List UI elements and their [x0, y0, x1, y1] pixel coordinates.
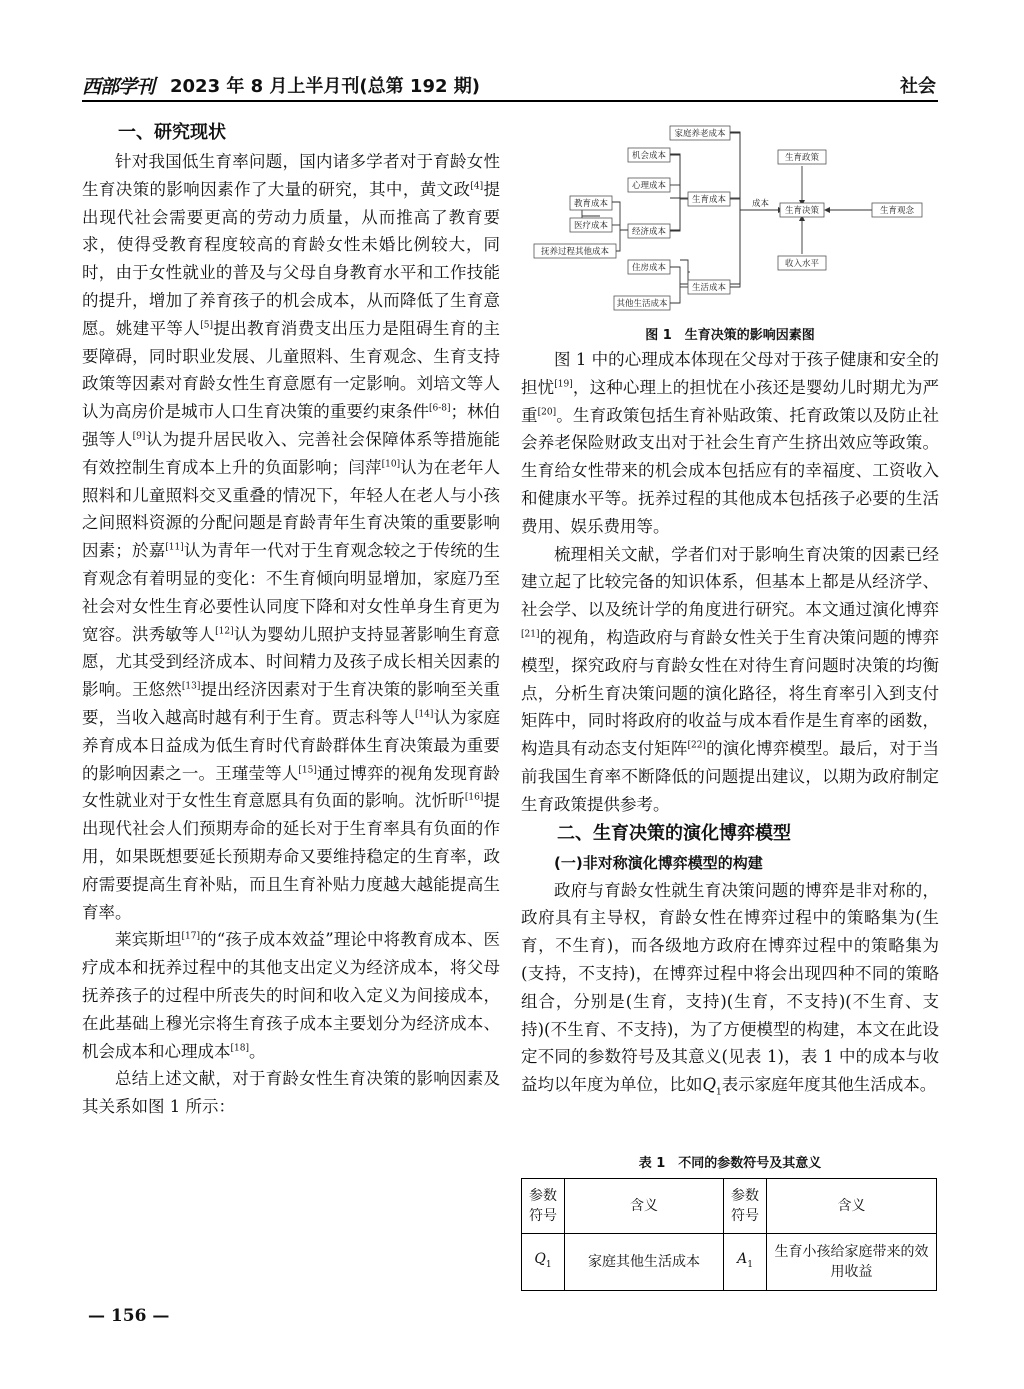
node-fertility-concept: 生育观念: [879, 206, 915, 216]
subsection-heading: (一)非对称演化博弈模型的构建: [554, 853, 763, 872]
node-other-living-cost: 其他生活成本: [616, 299, 668, 309]
influence-factor-diagram: [530, 118, 940, 324]
node-housing-cost: 住房成本: [631, 263, 667, 273]
header-meaning: 含义: [565, 1179, 724, 1234]
page-number: — 156 —: [88, 1306, 170, 1326]
table-caption: 表 1 不同的参数符号及其意义: [638, 1156, 822, 1171]
paragraph: 梳理相关文献，学者们对于影响生育决策的因素已经建立起了比较完备的知识体系，但基本上都是从经济学、社会学、以及统计学的角度进行研究。本文通过演化博弈[21]的视角，构造政府与育龄女性关于生育决策问题的博弈模型，探究政府与育龄女性在对待生育问题时决策的均衡点，分析生育决策问题的演化路径，将生育率引入到支付矩阵中，同时将政府的收益与成本看作是生育率的函数，构造具有动态支付矩阵[22]的演化博弈模型。最后，对于当前我国生育率不断降低的问题提出建议，以期为政府制定生育政策提供参考。: [521, 544, 940, 814]
node-medical-cost: 医疗成本: [573, 221, 609, 231]
table-row: [522, 1234, 937, 1291]
paragraph: 莱宾斯坦[17]的“孩子成本效益”理论中将教育成本、医疗成本和抚养过程中的其他支出定义为经济成本，将父母抚养孩子的过程中所丧失的时间和收入定义为间接成本，在此基础上穆光宗将生育孩子成本主要划分为经济成本、机会成本和心理成本[18]。: [82, 930, 500, 1061]
paragraph: 针对我国低生育率问题，国内诸多学者对于育龄女性生育决策的影响因素作了大量的研究，其中，黄文政[4]提出现代社会需要更高的劳动力质量，从而推高了教育要求，使得受教育程度较高的育龄女性未婚比例较大，同时，由于女性就业的普及与父母自身教育水平和工作技能的提升，增加了养育孩子的机会成本，从而降低了生育意愿。姚建平等人[5]提出教育消费支出压力是阻碍生育的主要障碍，同时职业发展、儿童照料、生育观念、生育支持政策等因素对育龄女性生育意愿有一定影响。刘培文等人认为高房价是城市人口生育决策的重要约束条件[6-8]；林伯强等人[9]认为提升居民收入、完善社会保障体系等措施能有效控制生育成本上升的负面影响；闫萍[10]认为在老年人照料和儿童照料交叉重叠的情况下，年轻人在老人与小孩之间照料资源的分配问题是育龄青年生育决策的重要影响因素；於嘉[11]认为青年一代对于生育观念较之于传统的生育观念有着明显的变化：不生育倾向明显增加，家庭乃至社会对女性生育必要性认同度下降和对女性单身生育更为宽容。洪秀敏等人[12]认为婴幼儿照护支持显著影响生育意愿，尤其受到经济成本、时间精力及孩子成长相关因素的影响。王悠然[13]提出经济因素对于生育决策的影响至关重要，当收入越高时越有利于生育。贾志科等人[14]认为家庭养育成本日益成为低生育时代育龄群体生育决策最为重要的影响因素之一。王瑾莹等人[15]通过博弈的视角发现育龄女性就业对于女性生育意愿具有负面的影响。沈忻昕[16]提出现代社会人们预期寿命的延长对于生育率具有负面的作用，如果既想要延长预期寿命又要维持稳定的生育率，政府需要提高生育补贴，而且生育补贴力度越大越能提高生育率。: [82, 152, 501, 922]
parameter-table: [521, 1178, 937, 1291]
paragraph: 政府与育龄女性就生育决策问题的博弈是非对称的，政府具有主导权，育龄女性在博弈过程中的策略集为(生育，不生育)，而各级地方政府在博弈过程中的策略集为(支持，不支持)，在博弈过程中将会出现四种不同的策略组合，分别是(生育，支持)(生育，不支持)(不生育、支持)(不生育、不支持)，为了方便模型的构建，本文在此设定不同的参数符号及其意义(见表 1)，表 1 中的成本与收益均以年度为单位，比如$Q_1$表示家庭年度其他生活成本。: [521, 880, 939, 1098]
node-opportunity-cost: 机会成本: [631, 151, 667, 161]
running-header: [82, 62, 938, 102]
node-income-level: 收入水平: [784, 259, 820, 269]
header-meaning-2: 含义: [767, 1179, 937, 1234]
node-psychological-cost: 心理成本: [631, 181, 667, 191]
table-header-row: [522, 1179, 937, 1234]
section-heading-1: 一、研究现状: [118, 122, 226, 143]
node-education-cost: 教育成本: [573, 199, 609, 209]
node-family-elderly-care-cost: 家庭养老成本: [674, 129, 726, 139]
node-living-cost: 生活成本: [691, 283, 727, 293]
header-symbol: 参数符号: [522, 1179, 565, 1234]
section-heading-2: 二、生育决策的演化博弈模型: [557, 822, 791, 844]
section-label: 社会: [900, 76, 936, 97]
node-economic-cost: 经济成本: [631, 227, 667, 237]
node-fertility-decision: 生育决策: [784, 206, 820, 216]
cell-symbol-2: $A_1$: [724, 1234, 767, 1291]
cell-meaning-2: 生育小孩给家庭带来的效用收益: [767, 1234, 937, 1291]
node-cost-label: 成本: [752, 199, 770, 209]
header-symbol-2: 参数符号: [724, 1179, 767, 1234]
paragraph: 总结上述文献，对于育龄女性生育决策的影响因素及其关系如图 1 所示：: [82, 1069, 500, 1117]
figure-caption: 图 1 生育决策的影响因素图: [645, 328, 815, 343]
paragraph: 图 1 中的心理成本体现在父母对于孩子健康和安全的担忧[19]，这种心理上的担忧在小孩还是婴幼儿时期尤为严重[20]。生育政策包括生育补贴政策、托育政策以及防止社会养老保险财政支出对于社会生育产生挤出效应等政策。生育给女性带来的机会成本包括应有的幸福度、工资收入和健康水平等。抚养过程的其他成本包括孩子必要的生活费用、娱乐费用等。: [521, 350, 940, 536]
cell-symbol: $Q_1$: [522, 1234, 565, 1291]
issue-info: 2023 年 8 月上半月刊(总第 192 期): [170, 76, 480, 97]
node-rearing-other-cost: 抚养过程其他成本: [540, 247, 610, 257]
left-column: [82, 118, 500, 1121]
right-column: [521, 346, 939, 1107]
node-birth-cost: 生育成本: [691, 195, 727, 205]
node-fertility-policy: 生育政策: [784, 153, 820, 163]
journal-logo: 西部学刊: [82, 76, 155, 98]
cell-meaning: 家庭其他生活成本: [565, 1234, 724, 1291]
